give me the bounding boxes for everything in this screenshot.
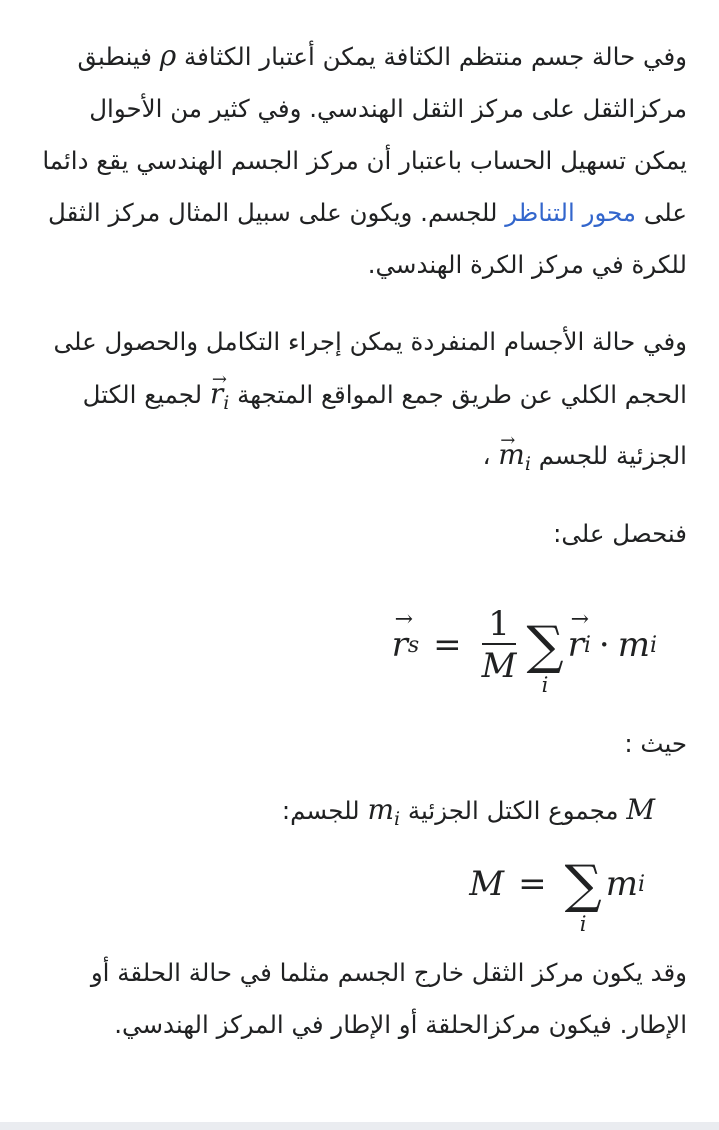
m-letter: m	[367, 793, 395, 826]
paragraph-we-obtain: فنحصل على:	[553, 519, 687, 548]
sigma-symbol: ∑	[564, 855, 602, 915]
summation	[526, 616, 564, 698]
paragraph-text: وفي حالة الأجسام المنفردة يمكن إجراء التكامل والحصول على الحجم الكلي عن طريق جمع المواقع المتجهة	[53, 327, 687, 409]
paragraph-text: وفي حالة جسم منتظم الكثافة يمكن أعتبار الكثافة	[176, 42, 687, 71]
subscript-i: i	[583, 632, 591, 658]
bottom-divider	[0, 1122, 719, 1130]
subscript-s: s	[407, 632, 420, 658]
partial-mass-symbol	[367, 784, 400, 845]
total-mass-formula	[32, 845, 687, 936]
subscript-i: i	[394, 808, 401, 830]
equals-sign: =	[518, 864, 547, 904]
definition-text: مجموع الكتل الجزئية	[400, 796, 627, 825]
paragraph-text: للجسم. ويكون على سبيل المثال مركز الثقل للكرة في مركز الكرة الهندسي.	[48, 198, 687, 279]
mass-symbol: m	[617, 625, 650, 665]
total-mass-lhs: M	[469, 864, 505, 904]
subscript-i: i	[649, 632, 657, 658]
paragraph-text: ،	[482, 441, 499, 470]
subscript-i: i	[223, 392, 230, 414]
subscript-i: i	[637, 871, 645, 897]
sigma-symbol: ∑	[526, 616, 564, 676]
total-mass-definition	[32, 784, 687, 845]
vector-r: → r	[210, 368, 223, 420]
rho-symbol: ρ	[159, 39, 177, 72]
paragraph-text: فينطبق مركزالثقل على مركز الثقل الهندسي. وفي كثير من الأحوال يمكن تسهيل الحساب باعتبار أن مركز الجسم الهندسي يقع دائما على	[42, 42, 687, 227]
subscript-i: i	[524, 453, 531, 475]
fraction	[482, 605, 517, 685]
symmetry-axis-link[interactable]: محور التناظر	[505, 198, 637, 227]
where-label: حيث :	[624, 729, 687, 758]
position-vector-ri	[210, 368, 229, 429]
definition-text: للجسم:	[281, 796, 368, 825]
summation-index: i	[579, 912, 587, 936]
vector-m: → m	[498, 429, 525, 481]
mass-symbol: m	[605, 864, 638, 904]
fraction-denominator: M	[482, 643, 517, 685]
paragraph-ring-frame: وقد يكون مركز الثقل خارج الجسم مثلما في حالة الحلقة أو الإطار. فيكون مركزالحلقة أو الإطار في المركز الهندسي.	[90, 958, 687, 1039]
dot-operator: ·	[598, 625, 610, 665]
vector-r-lhs: → r	[392, 625, 408, 665]
center-of-mass-formula	[32, 590, 687, 700]
vector-r-term: → r	[568, 625, 584, 665]
summation-index: i	[541, 673, 549, 697]
mass-vector-mi	[498, 429, 531, 490]
total-mass-symbol: M	[626, 793, 655, 826]
equals-sign: =	[433, 625, 462, 665]
fraction-numerator: 1	[488, 604, 510, 644]
paragraph-discrete-bodies	[32, 316, 687, 490]
paragraph-text: لجميع الكتل الجزئية للجسم	[82, 380, 687, 470]
paragraph-uniform-density	[32, 30, 687, 291]
summation	[564, 855, 602, 937]
